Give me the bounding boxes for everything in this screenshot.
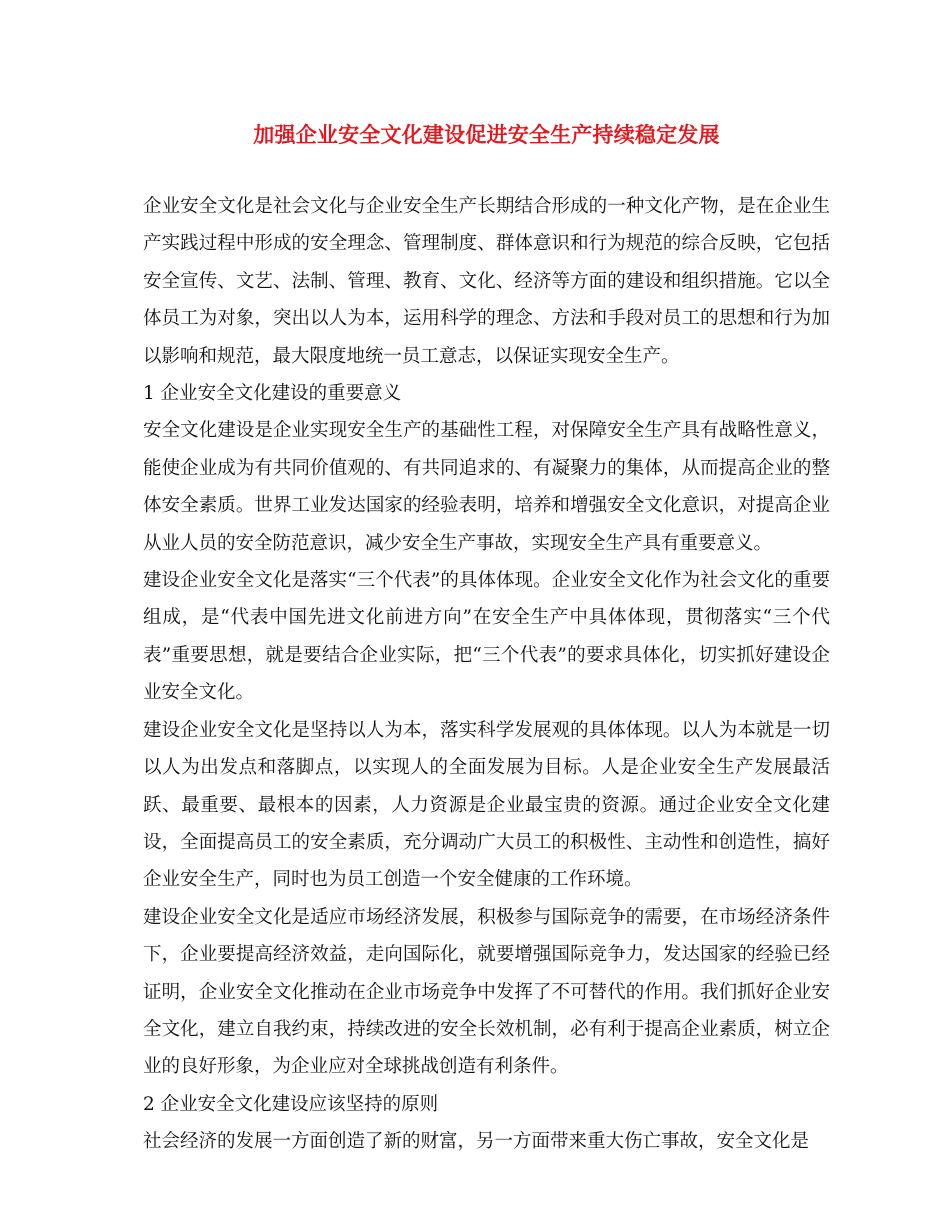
document-body xyxy=(143,188,830,1161)
paragraph-three-represents: 建设企业安全文化是落实“三个代表”的具体体现。企业安全文化作为社会文化的重要组成，是“代表中国先进文化前进方向”在安全生产中具体体现，贯彻落实“三个代表”重要思想，就是要结合企业实际，把“三个代表”的要求具体化，切实抓好建设企业安全文化。 xyxy=(143,570,830,704)
document-title: 加强企业安全文化建设促进安全生产持续稳定发展 xyxy=(253,122,720,147)
paragraph-market-economy: 建设企业安全文化是适应市场经济发展，积极参与国际竞争的需要，在市场经济条件下，企业要提高经济效益，走向国际化，就要增强国际竞争力，发达国家的经验已经证明，企业安全文化推动在企业市场竞争中发挥了不可替代的作用。我们抓好企业安全文化，建立自我约束，持续改进的安全长效机制，必有利于提高企业素质，树立企业的良好形象，为企业应对全球挑战创造有利条件。 xyxy=(143,906,830,1078)
section-heading-2: 2 企业安全文化建设应该坚持的原则 xyxy=(143,1093,439,1115)
paragraph-significance: 安全文化建设是企业实现安全生产的基础性工程，对保障安全生产具有战略性意义，能使企业成为有共同价值观的、有共同追求的、有凝聚力的集体，从而提高企业的整体安全素质。世界工业发达国家的经验表明，培养和增强安全文化意识，对提高企业从业人员的安全防范意识，减少安全生产事故，实现安全生产具有重要意义。 xyxy=(143,420,830,554)
section-heading-1: 1 企业安全文化建设的重要意义 xyxy=(143,383,402,405)
paragraph-people-oriented: 建设企业安全文化是坚持以人为本，落实科学发展观的具体体现。以人为本就是一切以人为出发点和落脚点，以实现人的全面发展为目标。人是企业安全生产发展最活跃、最重要、最根本的因素，人力资源是企业最宝贵的资源。通过企业安全文化建设，全面提高员工的安全素质，充分调动广大员工的积极性、主动性和创造性，搞好企业安全生产，同时也为员工创造一个安全健康的工作环境。 xyxy=(143,719,830,891)
paragraph-principles: 社会经济的发展一方面创造了新的财富，另一方面带来重大伤亡事故，安全文化是 xyxy=(143,1131,810,1153)
paragraph-intro: 企业安全文化是社会文化与企业安全生产长期结合形成的一种文化产物，是在企业生产实践过程中形成的安全理念、管理制度、群体意识和行为规范的综合反映，它包括安全宣传、文艺、法制、管理、教育、文化、经济等方面的建设和组织措施。它以全体员工为对象，突出以人为本，运用科学的理念、方法和手段对员工的思想和行为加以影响和规范，最大限度地统一员工意志，以保证实现安全生产。 xyxy=(143,196,830,367)
